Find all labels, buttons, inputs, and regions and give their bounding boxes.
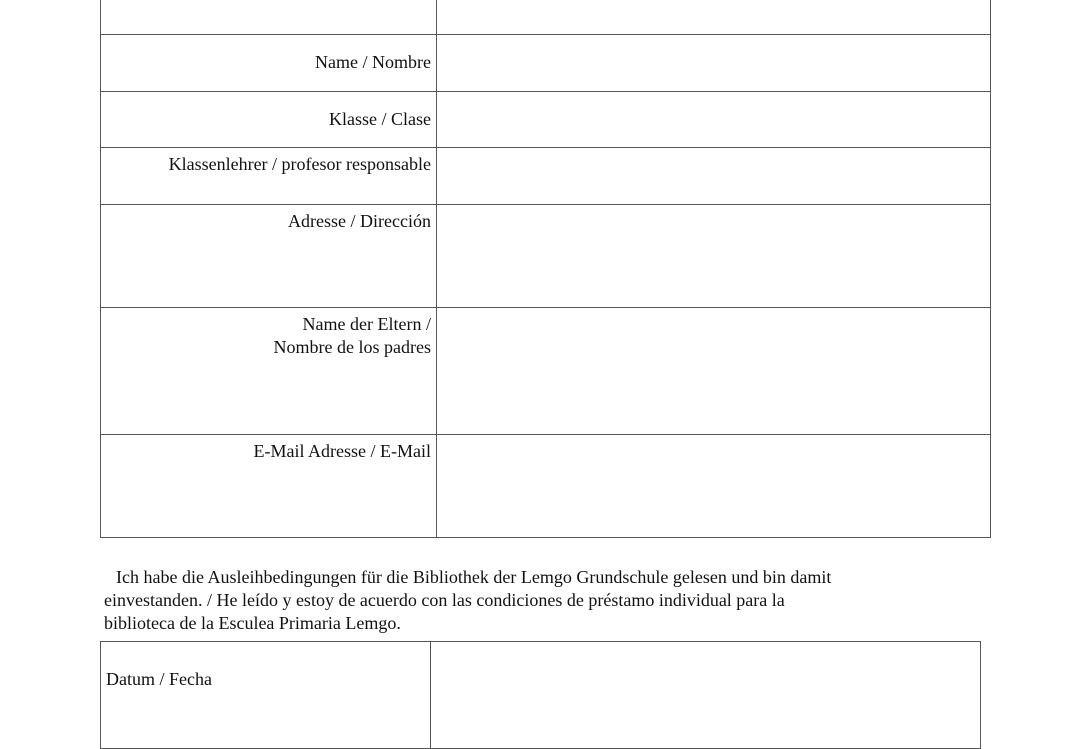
teacher-label: Klassenlehrer / profesor responsable <box>101 148 437 205</box>
table-row <box>101 435 991 538</box>
student-info-table <box>100 0 991 538</box>
email-field[interactable] <box>437 435 991 538</box>
parents-label <box>101 308 437 435</box>
signature-table <box>100 641 981 749</box>
statement-line-1: Ich habe die Ausleihbedingungen für die Bibliothek der Lemgo Grundschule gelesen und bin damit <box>116 567 832 587</box>
table-row <box>101 205 991 308</box>
table-row <box>101 308 991 435</box>
statement-line-3: biblioteca de la Esculea Primaria Lemgo. <box>104 613 401 633</box>
address-label: Adresse / Dirección <box>101 205 437 308</box>
name-field[interactable] <box>437 35 991 92</box>
name-label: Name / Nombre <box>101 35 437 92</box>
teacher-field[interactable] <box>437 148 991 205</box>
table-row <box>101 92 991 148</box>
table-row <box>101 148 991 205</box>
agreement-statement <box>104 566 1004 635</box>
parents-field[interactable] <box>437 308 991 435</box>
parents-label-line2: Nombre de los padres <box>273 337 431 357</box>
class-field[interactable] <box>437 92 991 148</box>
table-row <box>101 642 981 749</box>
table-row <box>101 0 991 35</box>
email-label: E-Mail Adresse / E-Mail <box>101 435 437 538</box>
address-field[interactable] <box>437 205 991 308</box>
field-value-empty[interactable] <box>437 0 991 35</box>
table-row <box>101 35 991 92</box>
class-label: Klasse / Clase <box>101 92 437 148</box>
date-label: Datum / Fecha <box>101 642 431 749</box>
statement-line-2: einvestanden. / He leído y estoy de acuerdo con las condiciones de préstamo individual para la <box>104 590 785 610</box>
date-field[interactable] <box>431 642 981 749</box>
row-label-cut <box>101 0 437 35</box>
parents-label-line1: Name der Eltern / <box>302 314 431 334</box>
